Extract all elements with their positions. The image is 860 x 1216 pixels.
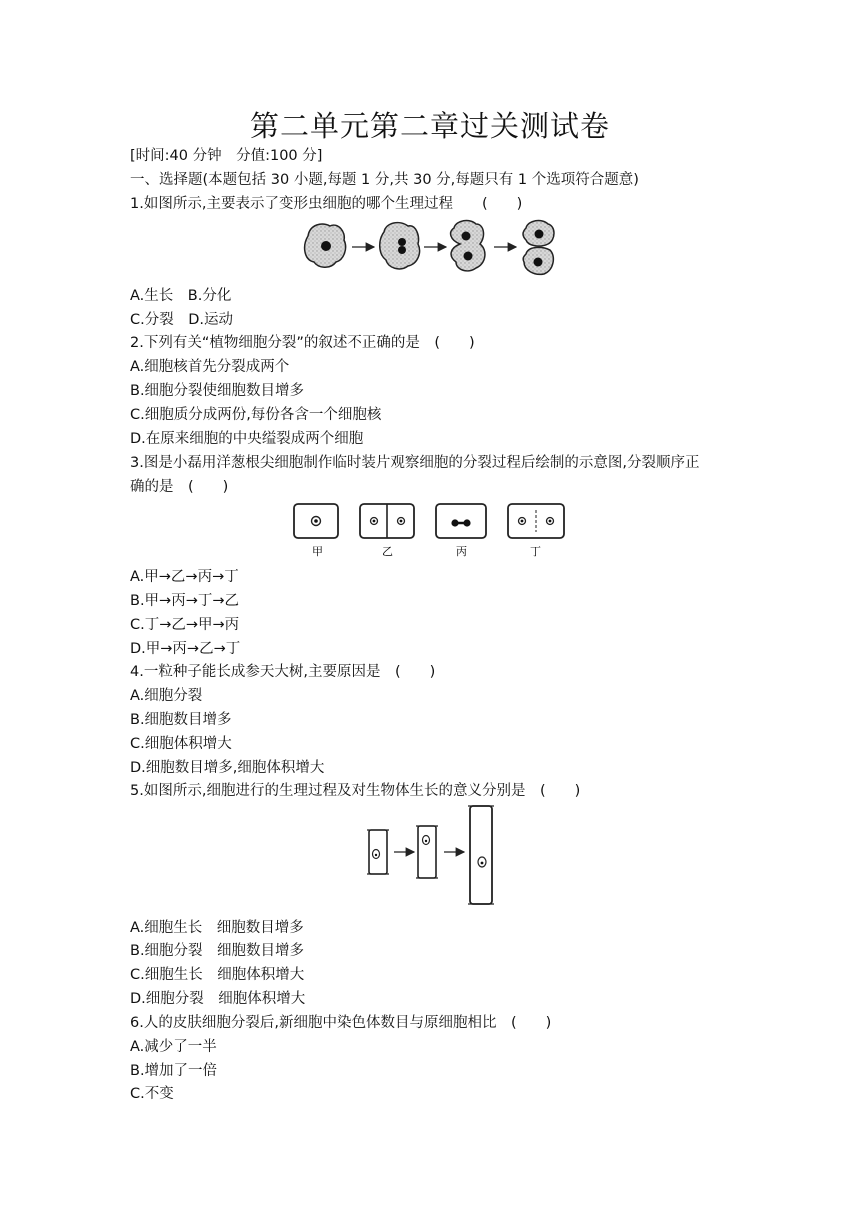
figure-label-ding: 丁 <box>530 545 541 558</box>
question-3-stem: 3.图是小磊用洋葱根尖细胞制作临时装片观察细胞的分裂过程后绘制的示意图,分裂顺序正 <box>130 455 700 471</box>
exam-meta: [时间:40 分钟 分值:100 分] <box>130 148 323 164</box>
question-6-option: C.不变 <box>130 1086 174 1102</box>
question-3-stem-continued: 确的是 ( ) <box>130 479 229 495</box>
figure-label-jia: 甲 <box>312 545 323 558</box>
question-3-option: B.甲→丙→丁→乙 <box>130 593 240 609</box>
question-1-option-line: C.分裂 D.运动 <box>130 312 234 328</box>
question-5-option: D.细胞分裂 细胞体积增大 <box>130 991 306 1007</box>
question-4-option: C.细胞体积增大 <box>130 736 232 752</box>
question-4-option: B.细胞数目增多 <box>130 712 232 728</box>
question-1-stem: 1.如图所示,主要表示了变形虫细胞的哪个生理过程 ( ) <box>130 196 523 212</box>
amoeba-division-figure <box>300 218 560 278</box>
question-2-option: B.细胞分裂使细胞数目增多 <box>130 383 305 399</box>
question-3-option: D.甲→丙→乙→丁 <box>130 641 241 657</box>
section-heading: 一、选择题(本题包括 30 小题,每题 1 分,共 30 分,每题只有 1 个选项符合题意) <box>130 172 639 188</box>
question-4-option: D.细胞数目增多,细胞体积增大 <box>130 760 325 776</box>
question-5-option: C.细胞生长 细胞体积增大 <box>130 967 305 983</box>
question-6-option: B.增加了一倍 <box>130 1063 218 1079</box>
page-title: 第二单元第二章过关测试卷 <box>249 109 610 143</box>
cell-growth-figure <box>364 804 504 908</box>
question-5-option: A.细胞生长 细胞数目增多 <box>130 920 304 936</box>
question-3-option: C.丁→乙→甲→丙 <box>130 617 240 633</box>
question-6-stem: 6.人的皮肤细胞分裂后,新细胞中染色体数目与原细胞相比 ( ) <box>130 1015 552 1031</box>
question-1-option-line: A.生长 B.分化 <box>130 288 232 304</box>
question-2-option: D.在原来细胞的中央缢裂成两个细胞 <box>130 431 364 447</box>
question-4-option: A.细胞分裂 <box>130 688 203 704</box>
question-2-option: A.细胞核首先分裂成两个 <box>130 359 290 375</box>
question-2-stem: 2.下列有关“植物细胞分裂”的叙述不正确的是 ( ) <box>130 335 475 351</box>
figure-label-bing: 丙 <box>456 545 467 558</box>
onion-root-cell-division-figure <box>290 500 570 560</box>
question-3-option: A.甲→乙→丙→丁 <box>130 569 239 585</box>
question-6-option: A.减少了一半 <box>130 1039 217 1055</box>
question-4-stem: 4.一粒种子能长成参天大树,主要原因是 ( ) <box>130 664 436 680</box>
question-5-stem: 5.如图所示,细胞进行的生理过程及对生物体生长的意义分别是 ( ) <box>130 783 581 799</box>
figure-label-yi: 乙 <box>382 545 393 558</box>
question-2-option: C.细胞质分成两份,每份各含一个细胞核 <box>130 407 382 423</box>
question-5-option: B.细胞分裂 细胞数目增多 <box>130 943 305 959</box>
